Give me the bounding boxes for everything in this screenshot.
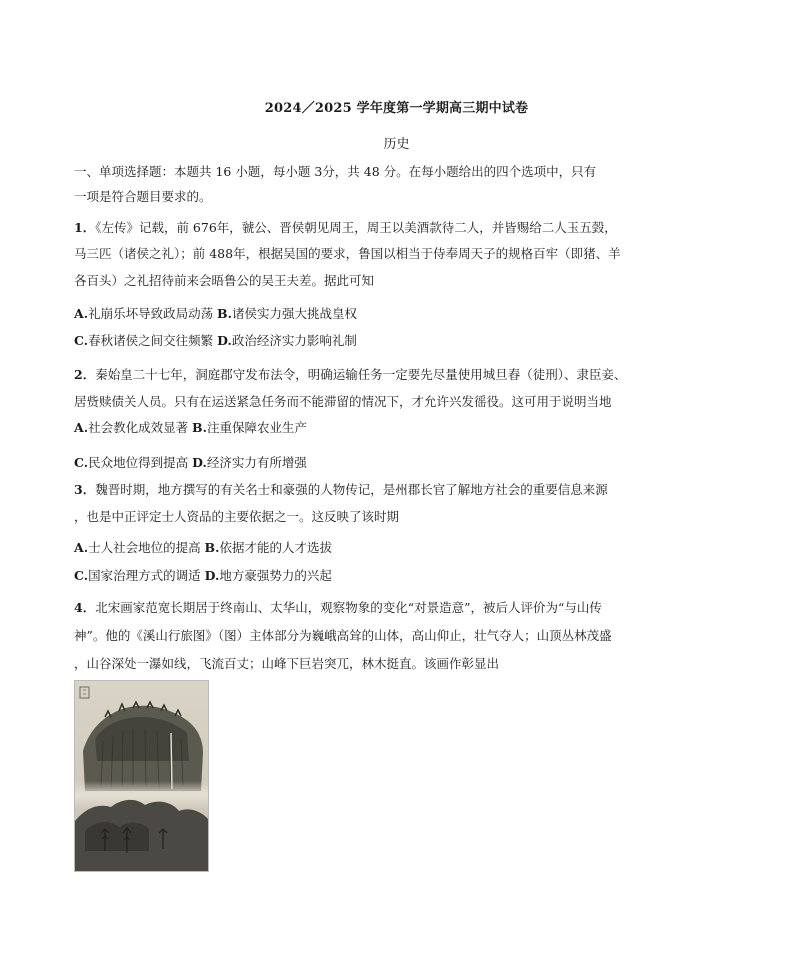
- option-b: 诸侯实力强大挑战皇权: [231, 306, 357, 321]
- option-letter: A.: [74, 540, 89, 555]
- option-d: 经济实力有所增强: [206, 455, 307, 470]
- question-text-line: 各百头）之礼招待前来会晤鲁公的吴王夫差。据此可知: [74, 273, 375, 288]
- option-c: 春秋诸侯之间交往频繁: [88, 333, 218, 348]
- option-c: 国家治理方式的调适: [88, 568, 205, 583]
- question-1: [74, 220, 617, 236]
- question-text-line: ，也是中正评定士人资品的主要依据之一。这反映了该时期: [74, 509, 400, 524]
- options-row: [74, 333, 357, 349]
- option-letter: B.: [204, 540, 220, 555]
- option-letter: B.: [192, 420, 207, 435]
- question-text-line: 马三匹（诸侯之礼）；前 488年，根据吴国的要求，鲁国以相当于侍奉周天子的规格百牢（即猪、羊: [74, 246, 621, 261]
- question-text-line: 居赀赎债关人员。只有在运送紧急任务而不能滞留的情况下，才允许兴发徭役。这可用于说明当地: [74, 394, 612, 409]
- section-instructions: 一、单项选择题：本题共 16 小题，每小题 3分，共 48 分。在每小题给出的四个选项中，只有: [74, 164, 597, 179]
- exam-title: 2024／2025 学年度第一学期高三期中试卷: [264, 101, 529, 116]
- options-row: [74, 455, 307, 471]
- question-number: 2．: [74, 367, 96, 382]
- options-row: [74, 420, 307, 436]
- option-c: 民众地位得到提高: [88, 455, 193, 470]
- options-row: [74, 306, 357, 322]
- question-number: 1．: [74, 220, 96, 235]
- question-text: 北宋画家范宽长期居于终南山、太华山，观察物象的变化“对景造意”，被后人评价为“与山传: [95, 600, 602, 615]
- question-4: [74, 600, 602, 616]
- option-letter: C.: [74, 455, 89, 470]
- question-number: 4．: [74, 600, 96, 615]
- subject-title: 历史: [383, 137, 410, 152]
- option-letter: B.: [217, 306, 232, 321]
- option-d: 地方豪强势力的兴起: [219, 568, 332, 583]
- option-a: 士人社会地位的提高: [88, 540, 205, 555]
- question-text: 《左传》记载，前 676年，虢公、晋侯朝见周王，周王以美酒款待二人，并皆赐给二人玉五瑴，: [95, 220, 617, 235]
- option-letter: C.: [74, 333, 89, 348]
- question-text-line: ，山谷深处一瀑如线，飞流百丈；山峰下巨岩突兀，林木挺直。该画作彰显出: [74, 656, 500, 671]
- question-text: 秦始皇二十七年，洞庭郡守发布法令，明确运输任务一定要先尽量使用城旦舂（徒刑）、隶臣妾、: [95, 367, 627, 382]
- option-letter: A.: [74, 306, 89, 321]
- option-a: 社会教化成效显著: [88, 420, 193, 435]
- option-letter: C.: [74, 568, 89, 583]
- option-d: 政治经济实力影响礼制: [231, 333, 357, 348]
- option-b: 注重保障农业生产: [206, 420, 307, 435]
- question-3: [74, 482, 608, 498]
- option-letter: D.: [192, 455, 207, 470]
- option-letter: D.: [204, 568, 220, 583]
- question-number: 3．: [74, 482, 96, 497]
- options-row: [74, 568, 332, 584]
- question-text: 魏晋时期，地方撰写的有关名士和豪强的人物传记，是州郡长官了解地方社会的重要信息来源: [95, 482, 608, 497]
- question-2: [74, 367, 626, 383]
- option-letter: A.: [74, 420, 89, 435]
- option-b: 依据才能的人才选拔: [219, 540, 332, 555]
- option-a: 礼崩乐坏导致政局动荡: [88, 306, 218, 321]
- question-text-line: 神”。他的《溪山行旅图》（图）主体部分为巍峨高耸的山体，高山仰止，壮气夺人；山顶丛林茂盛: [74, 628, 612, 643]
- landscape-painting-image: [74, 680, 209, 872]
- section-instructions-cont: 一项是符合题目要求的。: [74, 189, 212, 204]
- option-letter: D.: [217, 333, 232, 348]
- options-row: [74, 540, 332, 556]
